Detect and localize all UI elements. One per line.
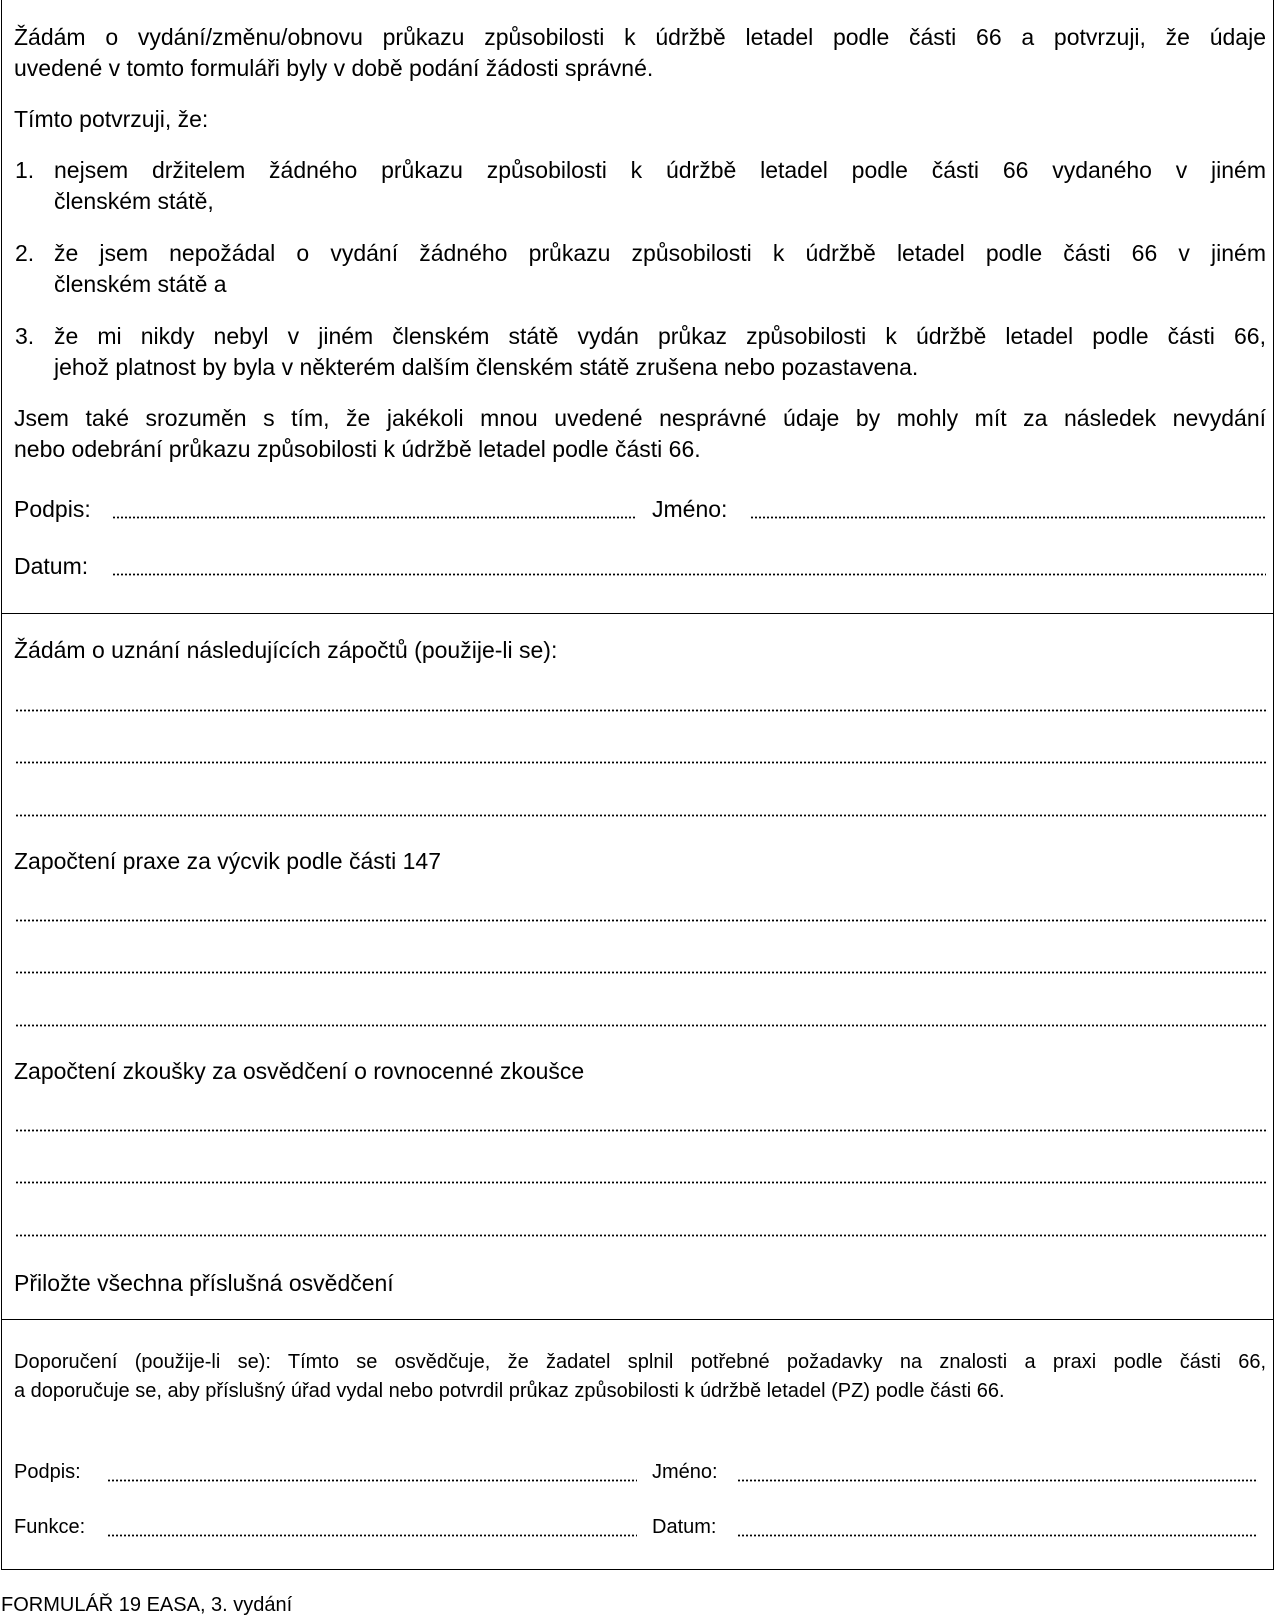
rec-date-field[interactable] xyxy=(737,1534,1257,1537)
credit-line-1[interactable] xyxy=(15,709,1266,712)
declaration-section xyxy=(1,0,1274,614)
signature-field[interactable] xyxy=(112,516,637,519)
item-line2: jehož platnost by byla v některém dalším členském státě zrušena nebo pozastavena. xyxy=(54,354,919,380)
rec-date-label: Datum: xyxy=(652,1516,717,1538)
credit-line-2[interactable] xyxy=(15,761,1266,764)
exam-line-2[interactable] xyxy=(15,1181,1266,1184)
rec-signature-field[interactable] xyxy=(107,1479,637,1482)
understand-line2: nebo odebrání průkazu způsobilosti k údržbě letadel podle části 66. xyxy=(14,436,701,462)
recommendation-line1: Doporučení (použije-li se): Tímto se osvědčuje, že žadatel splnil potřebné požadavky na znalosti a praxi podle části 66, xyxy=(14,1351,1266,1373)
rec-signature-label: Podpis: xyxy=(14,1461,81,1483)
recommendation-line2: a doporučuje se, aby příslušný úřad vydal nebo potvrdil průkaz způsobilosti k údržbě letadel (PZ) podle části 66. xyxy=(14,1380,1005,1402)
confirm-lead: Tímto potvrzuji, že: xyxy=(14,106,209,132)
item-number: 1. xyxy=(15,157,35,183)
declaration-intro-line1: Žádám o vydání/změnu/obnovu průkazu způsobilosti k údržbě letadel podle části 66 a potvrzuji, že údaje xyxy=(14,24,1266,50)
attach-note: Přiložte všechna příslušná osvědčení xyxy=(14,1270,394,1296)
item-line1: že jsem nepožádal o vydání žádného průkazu způsobilosti k údržbě letadel podle části 66 v jiném xyxy=(54,240,1266,266)
item-number: 3. xyxy=(15,323,35,349)
item-line2: členském státě a xyxy=(54,271,227,297)
training-line-2[interactable] xyxy=(15,971,1266,974)
declaration-intro-line2: uvedené v tomto formuláři byly v době podání žádosti správné. xyxy=(14,55,654,81)
date-label: Datum: xyxy=(14,553,89,579)
item-line2: členském státě, xyxy=(54,188,214,214)
credit-line-3[interactable] xyxy=(15,814,1266,817)
item-number: 2. xyxy=(15,240,35,266)
training-line-3[interactable] xyxy=(15,1024,1266,1027)
signature-label: Podpis: xyxy=(14,496,91,522)
item-line1: že mi nikdy nebyl v jiném členském státě vydán průkaz způsobilosti k údržbě letadel podle části 66, xyxy=(54,323,1266,349)
rec-name-label: Jméno: xyxy=(652,1461,718,1483)
name-field[interactable] xyxy=(750,516,1266,519)
recommendation-section xyxy=(1,1320,1274,1570)
exam-line-1[interactable] xyxy=(15,1129,1266,1132)
credits-section xyxy=(1,614,1274,1320)
rec-function-field[interactable] xyxy=(107,1534,637,1537)
rec-function-label: Funkce: xyxy=(14,1516,86,1538)
form-footer: FORMULÁŘ 19 EASA, 3. vydání xyxy=(1,1594,293,1616)
training-credit-heading: Započtení praxe za výcvik podle části 147 xyxy=(14,848,442,874)
understand-line1: Jsem také srozuměn s tím, že jakékoli mnou uvedené nesprávné údaje by mohly mít za následek nevydání xyxy=(14,405,1266,431)
name-label: Jméno: xyxy=(652,496,728,522)
item-line1: nejsem držitelem žádného průkazu způsobilosti k údržbě letadel podle části 66 vydaného v jiném xyxy=(54,157,1266,183)
exam-credit-heading: Započtení zkoušky za osvědčení o rovnocenné zkoušce xyxy=(14,1058,585,1084)
credits-heading: Žádám o uznání následujících zápočtů (použije-li se): xyxy=(14,637,558,663)
rec-name-field[interactable] xyxy=(737,1479,1257,1482)
exam-line-3[interactable] xyxy=(15,1234,1266,1237)
date-field[interactable] xyxy=(112,573,1266,576)
training-line-1[interactable] xyxy=(15,919,1266,922)
